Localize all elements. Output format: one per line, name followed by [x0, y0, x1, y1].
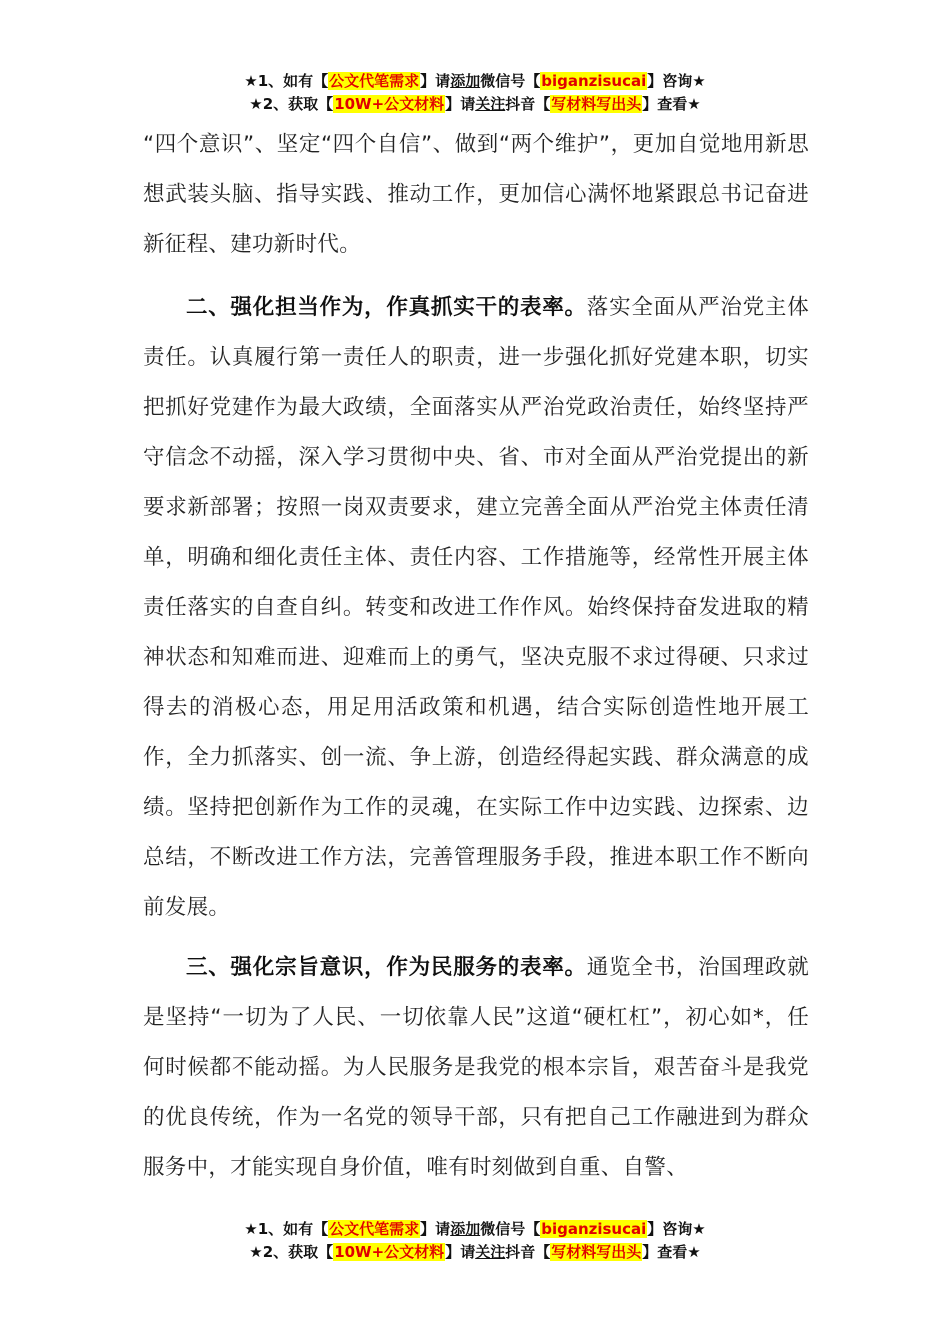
banner-text: 】查看★ — [642, 95, 701, 113]
paragraph-1 — [143, 120, 809, 270]
banner-underlined-text: 关注 — [475, 1243, 506, 1261]
banner-text: ★1、如有【 — [244, 72, 329, 90]
banner-text: 】查看★ — [642, 1243, 701, 1261]
paragraph-3-text — [143, 943, 809, 1193]
header-banner — [0, 70, 950, 116]
banner-text: 微信号【 — [480, 1220, 541, 1238]
banner-text: 抖音【 — [505, 1243, 551, 1261]
banner-text: 】请 — [420, 1220, 451, 1238]
banner-text: 】请 — [445, 1243, 476, 1261]
footer-banner — [0, 1218, 950, 1264]
banner-text: ★2、获取【 — [249, 95, 334, 113]
section-2-heading: 二、强化担当作为，作真抓实干的表率。 — [186, 295, 587, 320]
highlight-service-need: 公文代笔需求 — [329, 72, 420, 90]
banner-line-1 — [0, 1218, 950, 1241]
section-2-body: 落实全面从严治党主体责任。认真履行第一责任人的职责，进一步强化抓好党建本职，切实把抓好党建作为最大政绩，全面落实从严治党政治责任，始终坚持严守信念不动摇，深入学习贯彻中央、省、市对全面从严治党提出的新要求新部署；按照一岗双责要求，建立完善全面从严治党主体责任清单，明确和细化责任主体、责任内容、工作措施等，经常性开展主体责任落实的自查自纠。转变和改进工作作风。始终保持奋发进取的精神状态和知难而进、迎难而上的勇气，坚决克服不求过得硬、只求过得去的消极心态，用足用活政策和机遇，结合实际创造性地开展工作，全力抓落实、创一流、争上游，创造经得起实践、群众满意的成绩。坚持把创新作为工作的灵魂，在实际工作中边实践、边探索、边总结，不断改进工作方法，完善管理服务手段，推进本职工作不断向前发展。 — [143, 295, 809, 920]
paragraph-2 — [143, 283, 809, 933]
banner-underlined-text: 添加 — [450, 72, 481, 90]
banner-line-2 — [0, 1241, 950, 1264]
section-3-heading: 三、强化宗旨意识，作为民服务的表率。 — [186, 955, 587, 980]
banner-text: ★1、如有【 — [244, 1220, 329, 1238]
highlight-wechat-id[interactable]: biganzisucai — [541, 72, 647, 90]
banner-line-1 — [0, 70, 950, 93]
banner-line-2 — [0, 93, 950, 116]
highlight-materials: 10W+公文材料 — [334, 95, 445, 113]
section-3-body: 通览全书，治国理政就是坚持“一切为了人民、一切依靠人民”这道“硬杠杠”，初心如*，任何时候都不能动摇。为人民服务是我党的根本宗旨，艰苦奋斗是我党的优良传统，作为一名党的领导干部，只有把自己工作融进到为群众服务中，才能实现自身价值，唯有时刻做到自重、自警、 — [143, 955, 809, 1180]
paragraph-2-text — [143, 283, 809, 933]
banner-text: 】请 — [420, 72, 451, 90]
banner-underlined-text: 添加 — [450, 1220, 481, 1238]
banner-text: 抖音【 — [505, 95, 551, 113]
banner-underlined-text: 关注 — [475, 95, 506, 113]
highlight-service-need: 公文代笔需求 — [329, 1220, 420, 1238]
paragraph-1-text: “四个意识”、坚定“四个自信”、做到“两个维护”，更加自觉地用新思想武装头脑、指导实践、推动工作，更加信心满怀地紧跟总书记奋进新征程、建功新时代。 — [143, 132, 809, 257]
highlight-douyin-account[interactable]: 写材料写出头 — [551, 1243, 642, 1261]
banner-text: 微信号【 — [480, 72, 541, 90]
highlight-douyin-account[interactable]: 写材料写出头 — [551, 95, 642, 113]
paragraph-3 — [143, 943, 809, 1193]
highlight-wechat-id[interactable]: biganzisucai — [541, 1220, 647, 1238]
banner-text: ★2、获取【 — [249, 1243, 334, 1261]
highlight-materials: 10W+公文材料 — [334, 1243, 445, 1261]
banner-text: 】请 — [445, 95, 476, 113]
banner-text: 】咨询★ — [647, 1220, 706, 1238]
banner-text: 】咨询★ — [647, 72, 706, 90]
